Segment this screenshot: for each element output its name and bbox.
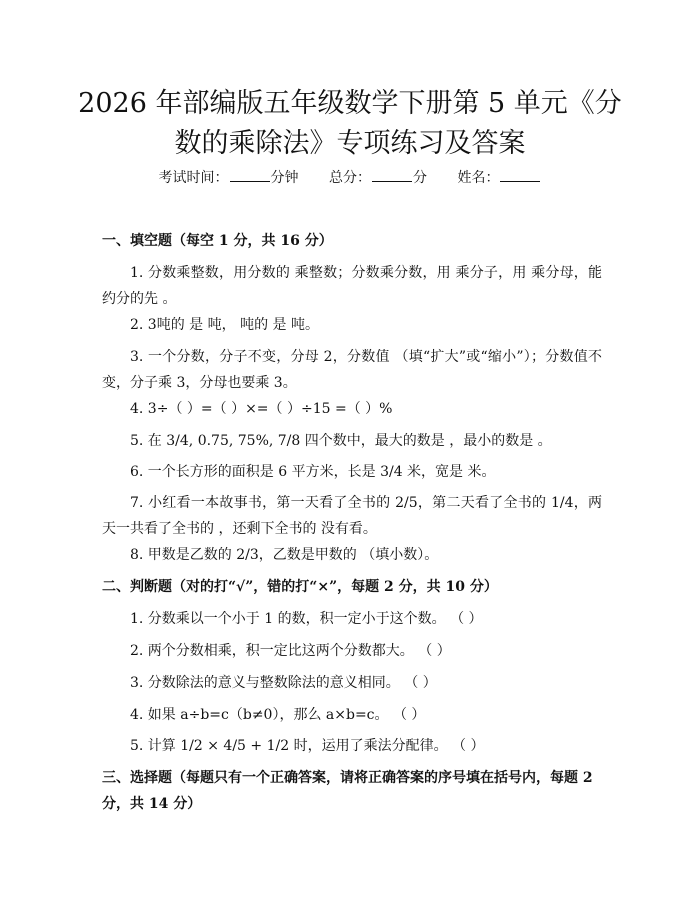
- question: 7. 小红看一本故事书，第一天看了全书的 2/5，第二天看了全书的 1/4，两天一共看了全书的 ，还剩下全书的 没有看。: [102, 495, 602, 537]
- question: 1. 分数乘以一个小于 1 的数，积一定小于这个数。 （ ）: [130, 611, 483, 627]
- question: 2. 3吨的 是 吨， 吨的 是 吨。: [130, 317, 319, 333]
- title-line-2: 数的乘除法》专项练习及答案: [174, 128, 526, 159]
- section-heading-multiple-choice: 三、选择题（每题只有一个正确答案，请将正确答案的序号填在括号内，每题 2 分，共 14 分）: [102, 770, 593, 812]
- question: 8. 甲数是乙数的 2/3，乙数是甲数的 （填小数）。: [130, 547, 439, 563]
- exam-time: 考试时间： 分钟: [159, 167, 299, 188]
- blank-line: [372, 167, 412, 182]
- section-heading-true-false: 二、判断题（对的打“√”，错的打“×”，每题 2 分，共 10 分）: [102, 579, 498, 595]
- question: 5. 计算 1/2 × 4/5 + 1/2 时，运用了乘法分配律。 （ ）: [130, 738, 485, 754]
- document-title: [60, 84, 640, 164]
- question: 3. 一个分数，分子不变，分母 2，分数值 （填“扩大”或“缩小”）；分数值不变，分子乘 3，分母也要乘 3。: [102, 349, 602, 391]
- question: 4. 3÷（ ）=（ ）×=（ ）÷15 =（ ）%: [130, 401, 393, 417]
- question: 6. 一个长方形的面积是 6 平方米，长是 3/4 米，宽是 米。: [130, 464, 496, 480]
- question: 1. 分数乘整数，用分数的 乘整数；分数乘分数，用 乘分子，用 乘分母，能约分的先 。: [102, 265, 602, 307]
- question: 3. 分数除法的意义与整数除法的意义相同。 （ ）: [130, 675, 437, 691]
- question: 4. 如果 a÷b=c（b≠0），那么 a×b=c。 （ ）: [130, 707, 426, 723]
- blank-line: [500, 167, 540, 182]
- exam-meta: [0, 167, 700, 188]
- section-heading-fill-blank: 一、填空题（每空 1 分，共 16 分）: [102, 233, 333, 249]
- exam-score: 总分： 分: [329, 167, 427, 188]
- title-line-1: 2026 年部编版五年级数学下册第 5 单元《分: [78, 88, 622, 119]
- exam-name: 姓名：: [457, 167, 541, 188]
- question: 5. 在 3/4, 0.75, 75%, 7/8 四个数中，最大的数是 ，最小的数是 。: [130, 433, 552, 449]
- blank-line: [230, 167, 270, 182]
- question: 2. 两个分数相乘，积一定比这两个分数都大。 （ ）: [130, 643, 451, 659]
